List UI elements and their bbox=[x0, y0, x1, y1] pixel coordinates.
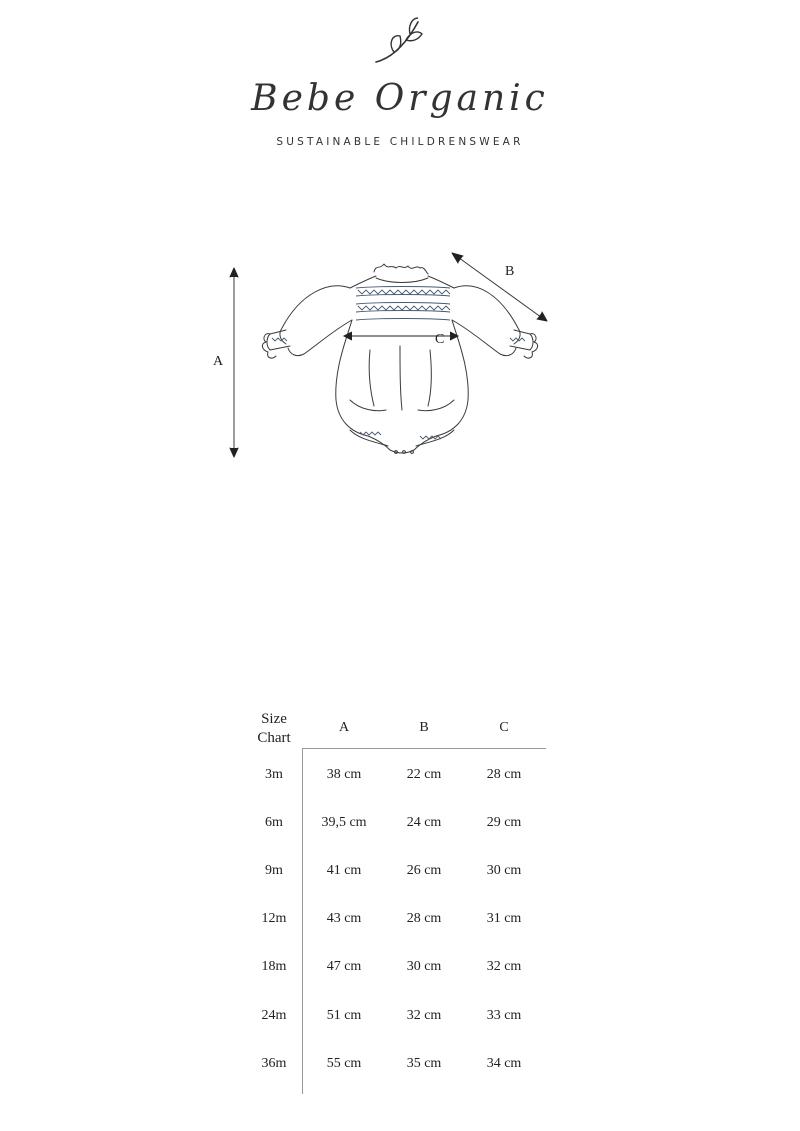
measure-b-cell: 28 cm bbox=[406, 911, 442, 926]
measure-b-cell: 24 cm bbox=[406, 815, 442, 830]
measure-a-cell: 41 cm bbox=[326, 863, 362, 878]
size-cell: 18m bbox=[261, 959, 287, 974]
brand-tagline: SUSTAINABLE CHILDRENSWEAR bbox=[276, 136, 524, 148]
measure-b-cell: 35 cm bbox=[406, 1056, 442, 1071]
table-row bbox=[246, 911, 566, 931]
column-header-a: A bbox=[338, 720, 350, 735]
measure-b-cell: 26 cm bbox=[406, 863, 442, 878]
table-row bbox=[246, 1008, 566, 1028]
size-cell: 24m bbox=[261, 1008, 287, 1023]
table-row bbox=[246, 815, 566, 835]
measure-a-cell: 38 cm bbox=[326, 767, 362, 782]
measure-a-cell: 51 cm bbox=[326, 1008, 362, 1023]
size-cell: 3m bbox=[265, 767, 283, 782]
size-cell: 9m bbox=[265, 863, 283, 878]
measure-a-cell: 47 cm bbox=[326, 959, 362, 974]
measure-a-cell: 55 cm bbox=[326, 1056, 362, 1071]
measure-b-cell: 32 cm bbox=[406, 1008, 442, 1023]
measure-c-cell: 28 cm bbox=[486, 767, 522, 782]
dimension-label-c: C bbox=[435, 332, 445, 347]
brand-name: Bebe Organic bbox=[251, 78, 549, 119]
measure-b-cell: 30 cm bbox=[406, 959, 442, 974]
measure-c-cell: 31 cm bbox=[486, 911, 522, 926]
column-header-b: B bbox=[419, 720, 429, 735]
romper-measurement-diagram bbox=[200, 250, 560, 470]
measure-c-cell: 34 cm bbox=[486, 1056, 522, 1071]
dimension-label-b: B bbox=[505, 264, 515, 279]
size-cell: 12m bbox=[261, 911, 287, 926]
measure-c-cell: 30 cm bbox=[486, 863, 522, 878]
column-header-c: C bbox=[499, 720, 509, 735]
dimension-label-a: A bbox=[213, 354, 224, 369]
table-row bbox=[246, 863, 566, 883]
measure-c-cell: 32 cm bbox=[486, 959, 522, 974]
table-row bbox=[246, 959, 566, 979]
measure-c-cell: 29 cm bbox=[486, 815, 522, 830]
arrow-b bbox=[455, 255, 545, 320]
measure-c-cell: 33 cm bbox=[486, 1008, 522, 1023]
measure-b-cell: 22 cm bbox=[406, 767, 442, 782]
table-header-divider bbox=[302, 748, 546, 749]
table-row bbox=[246, 767, 566, 787]
size-chart-corner-label: Size Chart bbox=[257, 711, 291, 746]
size-cell: 6m bbox=[265, 815, 283, 830]
measure-a-cell: 39,5 cm bbox=[321, 815, 367, 830]
size-cell: 36m bbox=[261, 1056, 287, 1071]
leaf-sprig-icon bbox=[370, 14, 430, 66]
table-row bbox=[246, 1056, 566, 1076]
measure-a-cell: 43 cm bbox=[326, 911, 362, 926]
